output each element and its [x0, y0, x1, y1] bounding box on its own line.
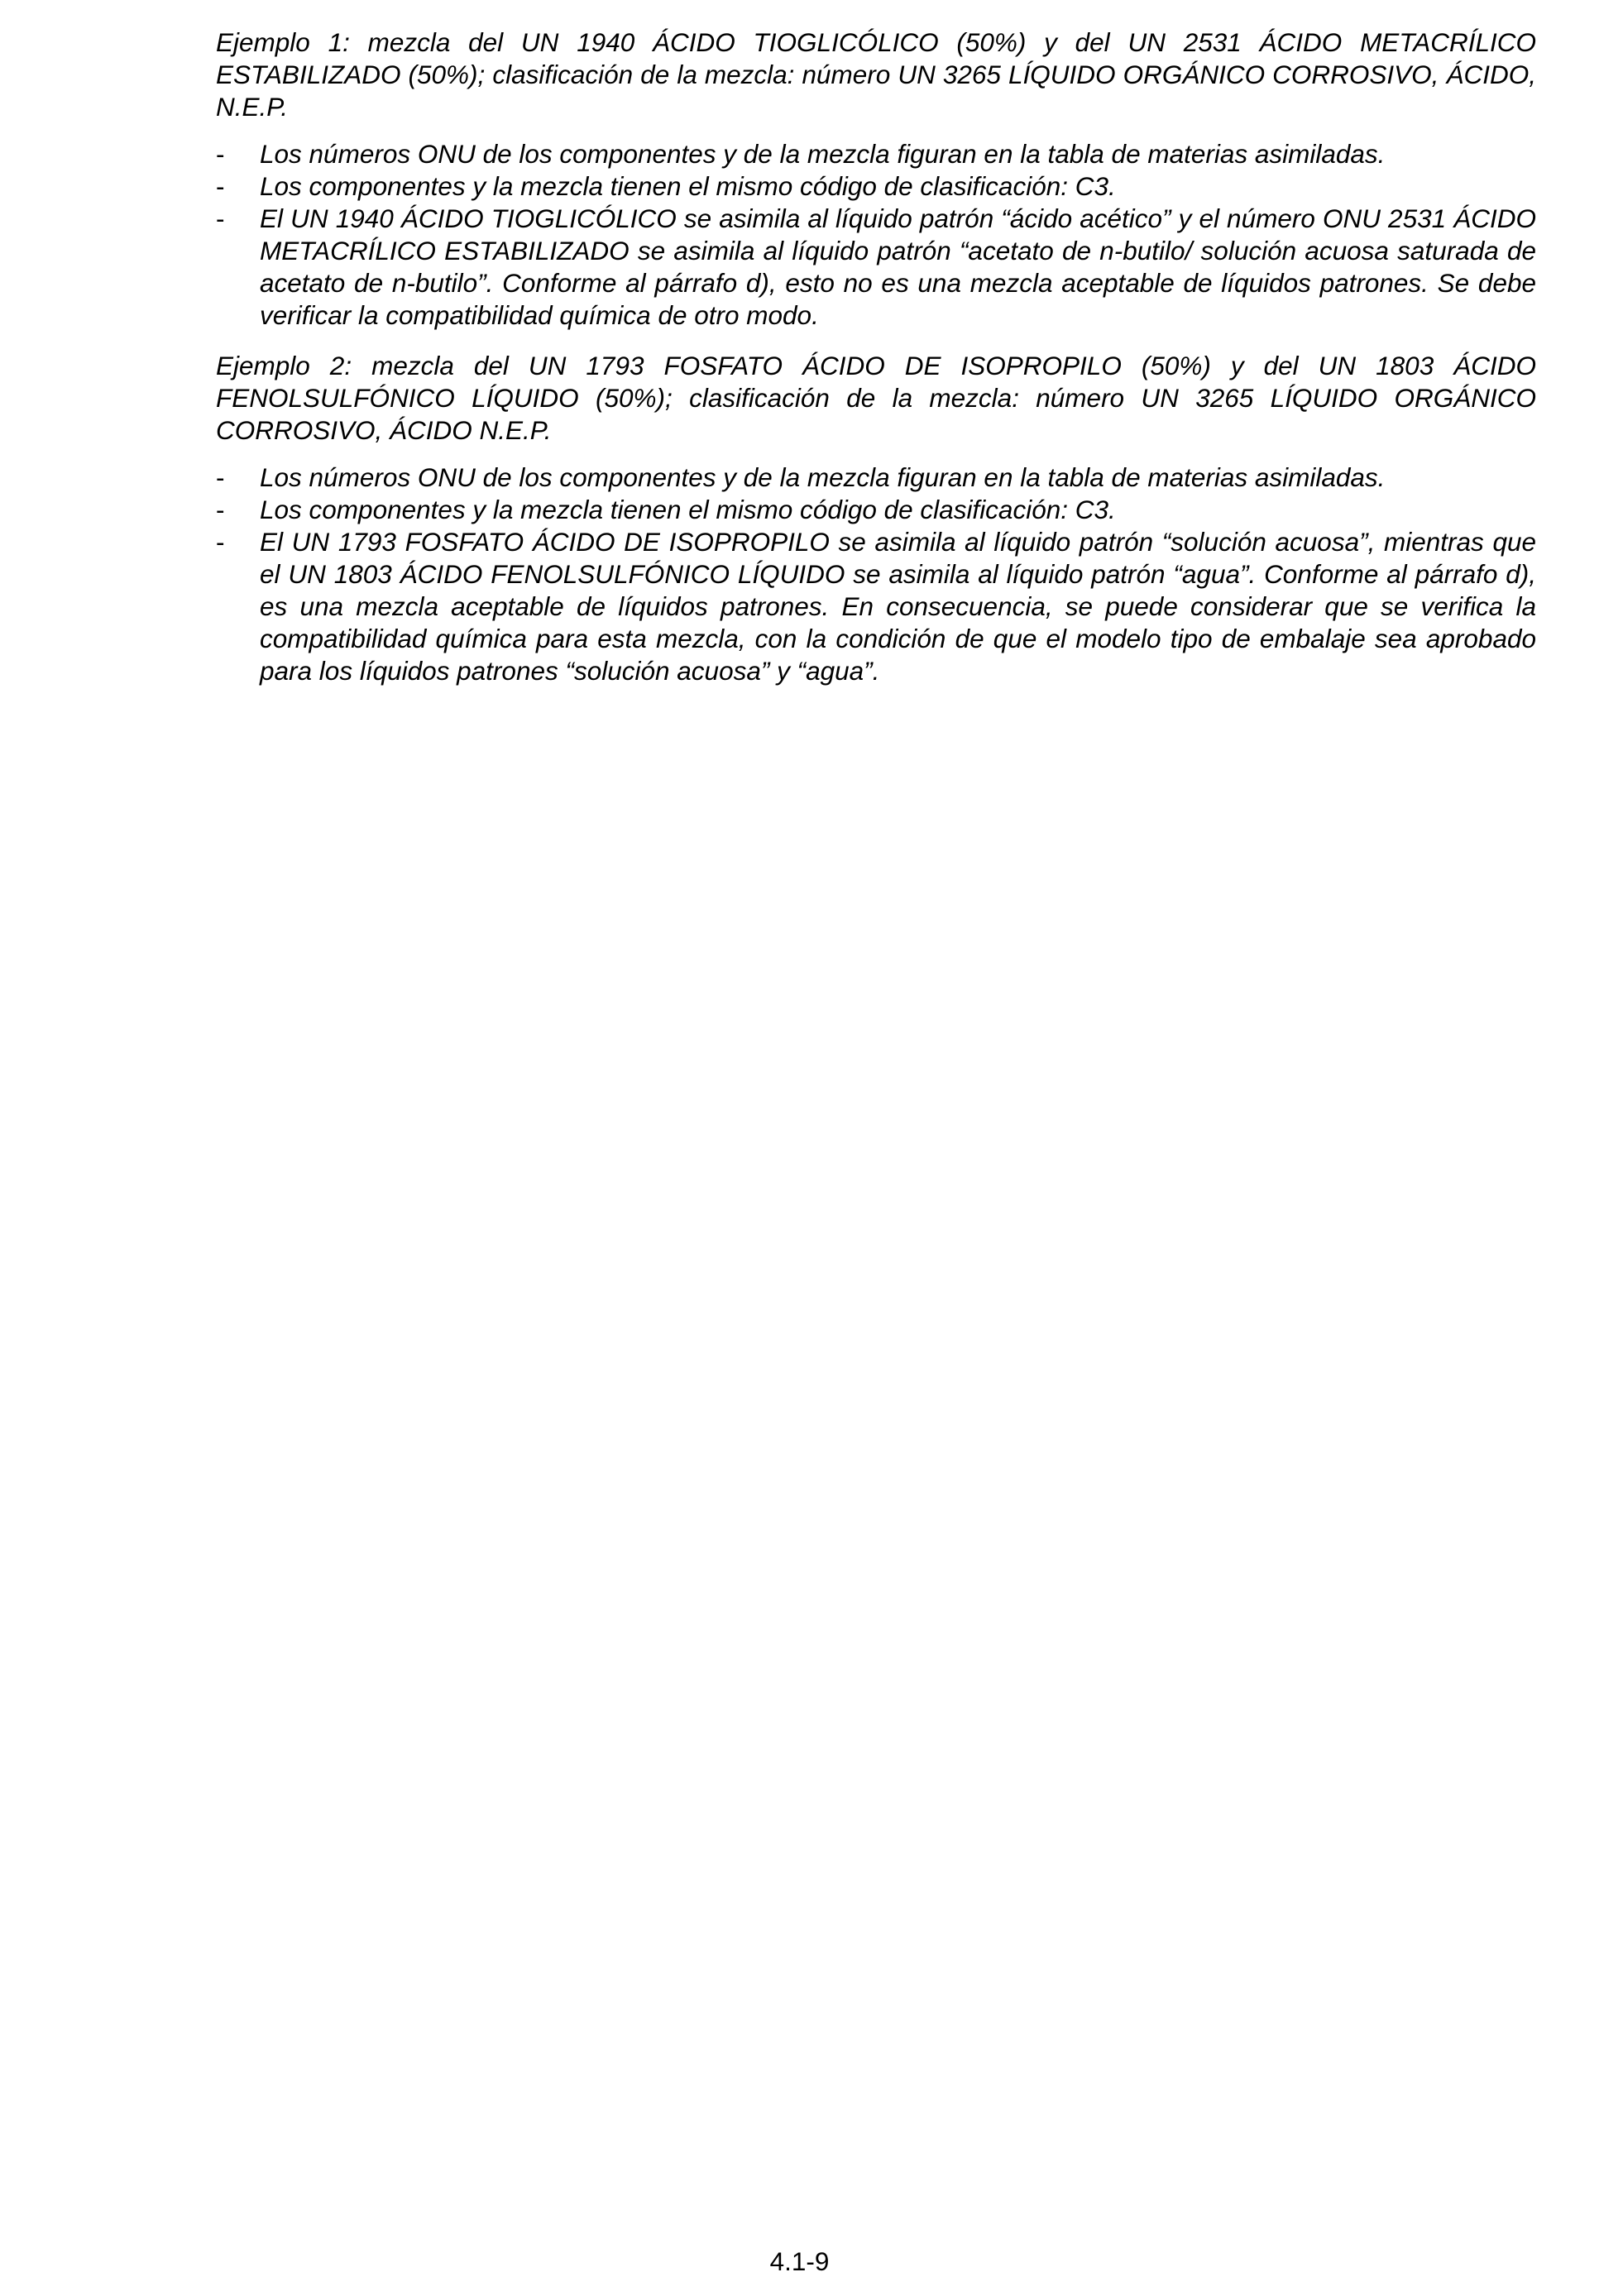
bullet-dash: - [216, 203, 225, 233]
list-item [216, 462, 1536, 494]
bullet-dash: - [216, 527, 225, 557]
example-2-bullet-list [216, 462, 1536, 687]
document-body [216, 26, 1536, 706]
bullet-text: Los componentes y la mezcla tienen el mismo código de clasificación: C3. [260, 495, 1116, 524]
bullet-text: Los números ONU de los componentes y de la mezcla figuran en la tabla de materias asimiladas. [260, 462, 1386, 492]
bullet-text: Los componentes y la mezcla tienen el mismo código de clasificación: C3. [260, 171, 1116, 201]
example-1-bullet-list [216, 138, 1536, 332]
bullet-text: El UN 1793 FOSFATO ÁCIDO DE ISOPROPILO se asimila al líquido patrón “solución acuosa”, mientras que el UN 1803 ÁCIDO FENOLSULFÓNICO LÍQUIDO se asimila al líquido patrón “agua”. Conforme al párrafo d), es una mezcla aceptable de líquidos patrones. En consecuencia, se puede considerar que se verifica la compatibilidad química para esta mezcla, con la condición de que el modelo tipo de embalaje sea aprobado para los líquidos patrones “solución acuosa” y “agua”. [260, 527, 1536, 686]
bullet-text: El UN 1940 ÁCIDO TIOGLICÓLICO se asimila al líquido patrón “ácido acético” y el número ONU 2531 ÁCIDO METACRÍLICO ESTABILIZADO se asimila al líquido patrón “acetato de n-butilo/ solución acuosa saturada de acetato de n-butilo”. Conforme al párrafo d), esto no es una mezcla aceptable de líquidos patrones. Se debe verificar la compatibilidad química de otro modo. [260, 203, 1536, 330]
list-item [216, 170, 1536, 203]
bullet-dash: - [216, 171, 225, 201]
bullet-dash: - [216, 139, 225, 169]
list-item [216, 526, 1536, 687]
list-item [216, 138, 1536, 170]
bullet-dash: - [216, 462, 225, 492]
list-item [216, 494, 1536, 526]
page-number: 4.1-9 [769, 2246, 830, 2276]
example-1-intro: Ejemplo 1: mezcla del UN 1940 ÁCIDO TIOGLICÓLICO (50%) y del UN 2531 ÁCIDO METACRÍLICO ESTABILIZADO (50%); clasificación de la mezcla: número UN 3265 LÍQUIDO ORGÁNICO CORROSIVO, ÁCIDO, N.E.P. [216, 27, 1536, 122]
bullet-text: Los números ONU de los componentes y de la mezcla figuran en la tabla de materias asimiladas. [260, 139, 1386, 169]
example-2-intro: Ejemplo 2: mezcla del UN 1793 FOSFATO ÁCIDO DE ISOPROPILO (50%) y del UN 1803 ÁCIDO FENOLSULFÓNICO LÍQUIDO (50%); clasificación de la mezcla: número UN 3265 LÍQUIDO ORGÁNICO CORROSIVO, ÁCIDO N.E.P. [216, 351, 1536, 445]
list-item [216, 203, 1536, 332]
bullet-dash: - [216, 495, 225, 524]
